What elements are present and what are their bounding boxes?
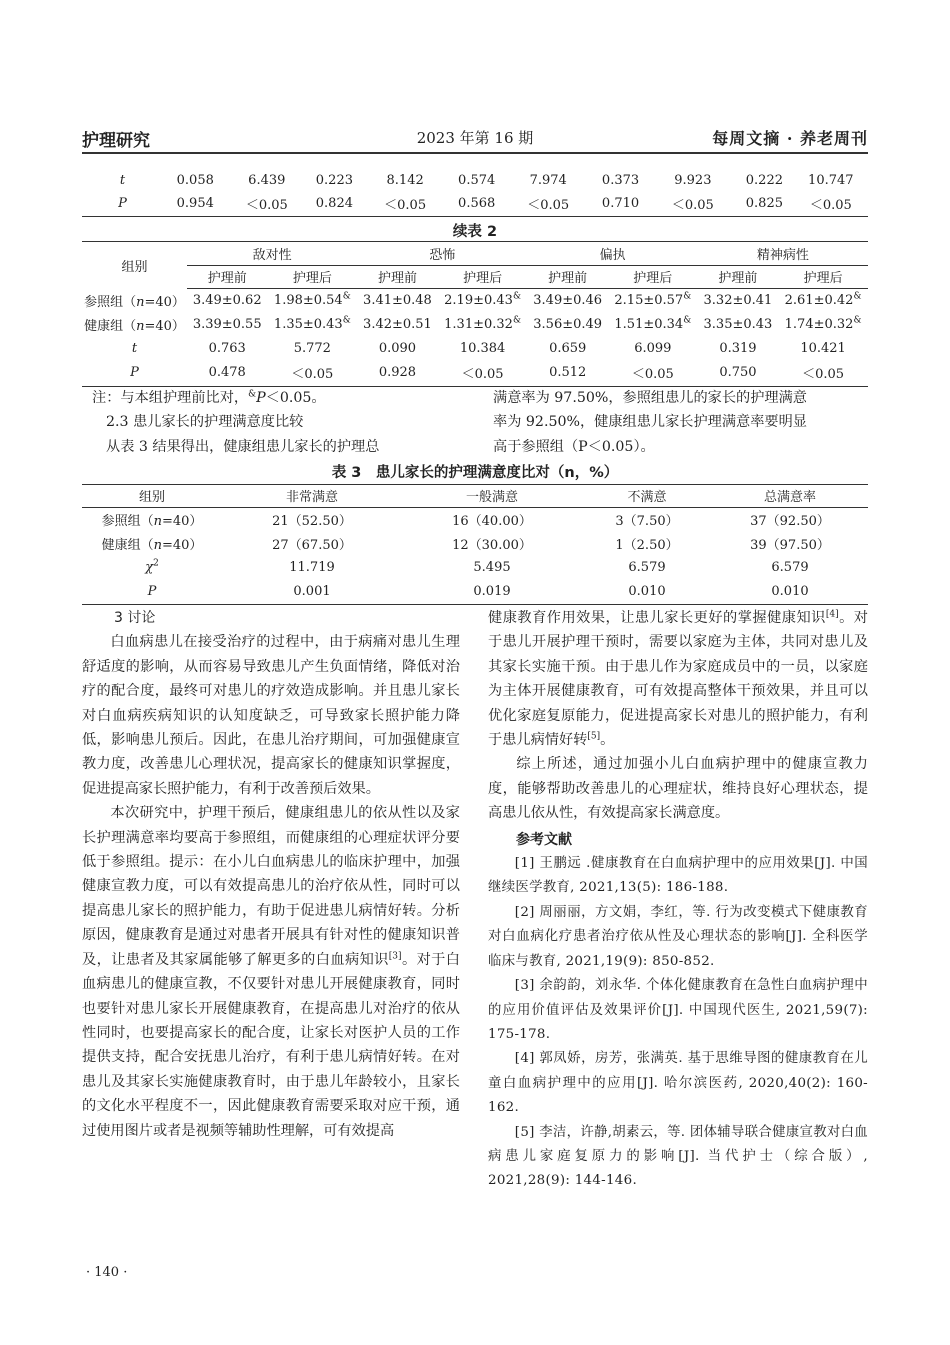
reference-4: [4] 郭凤娇，房芳，张满英. 基于思维导图的健康教育在儿童白血病护理中的应用[J]. 哈尔滨医药, 2020,40(2): 160-162. (488, 1051, 868, 1116)
table-cell: 1.98±0.54& (273, 291, 351, 308)
table-3 (82, 485, 868, 603)
row-label: $\chi^2$ (145, 558, 159, 575)
table-2-continued-title: 续表 2 (452, 224, 498, 240)
table-cell: 0.478 (208, 364, 246, 380)
table-cell: 10.747 (808, 173, 854, 188)
table-cell: ＜0.05 (631, 366, 674, 382)
sub-header: 护理后 (608, 265, 698, 288)
table-cell: 5.495 (473, 559, 511, 575)
table-cell: 6.439 (248, 173, 286, 188)
table-cell: 2.19±0.43& (444, 291, 521, 308)
table-cell: 2.61±0.42& (784, 291, 862, 308)
table-cell: 0.001 (293, 583, 331, 599)
discussion-paragraph-3: 健康教育作用效果，让患儿家长更好的掌握健康知识[4]。对于患儿开展护理干预时，需要以家庭为主体，共同对患儿及其家长实施干预。由于患儿作为家庭成员中的一员，以家庭为主体开展健康教育，可有效提高整体干预效果，并且可以优化家庭复原能力，促进提高家长对患儿的照护能力，有利于患儿病情好转[5]。 (488, 609, 868, 749)
table-cell: ＜0.05 (671, 198, 714, 213)
table-cell: 12（30.00） (452, 537, 532, 553)
table-cell: 3.35±0.43 (703, 316, 773, 332)
table-cell: 0.954 (176, 196, 214, 211)
table-cell: 5.772 (293, 340, 331, 356)
table-2-continued (82, 242, 868, 384)
column-header: 组别 (82, 485, 222, 507)
table-cell: 1.51±0.34& (614, 315, 692, 332)
table-cell: 1（2.50） (615, 537, 679, 553)
table-cell: 0.373 (601, 173, 640, 188)
table-subheader-row (82, 265, 868, 288)
table-2-bottom-rule (82, 216, 868, 217)
sub-header: 护理前 (187, 265, 267, 288)
table-row (82, 531, 868, 555)
table-cell: 0.090 (378, 340, 417, 356)
dimension-header: 偏执 (527, 242, 697, 265)
table-cell: 8.142 (386, 173, 424, 188)
table-cell: 0.222 (745, 173, 783, 188)
table-cell: 16（40.00） (452, 513, 532, 529)
row-label: P (147, 583, 157, 599)
table-cell: 3.32±0.41 (703, 292, 773, 308)
table-cell: 0.574 (458, 173, 496, 188)
table-cell: 10.384 (459, 340, 506, 356)
table-cell: 6.579 (628, 559, 666, 575)
column-header: 一般满意 (402, 485, 582, 507)
issue-label: 2023 年第 16 期 (416, 129, 534, 147)
table-cell: 10.421 (800, 340, 846, 356)
table-cell: 7.974 (529, 173, 567, 188)
table-cell: ＜0.05 (461, 366, 504, 382)
table-cell: 0.319 (719, 340, 757, 356)
table-row (82, 360, 868, 384)
table-cell: ＜0.05 (527, 198, 570, 213)
table-cell: 3.41±0.48 (363, 292, 432, 308)
row-label: 健康组（n=40） (84, 318, 185, 334)
table-cell: 3.49±0.62 (192, 292, 262, 308)
table-cell: 0.825 (745, 196, 783, 211)
sub-header: 护理后 (438, 265, 528, 288)
table-cell: 6.579 (771, 559, 809, 575)
table-cell: 37（92.50） (750, 513, 830, 529)
table-note: 注：与本组护理前比对，&P＜0.05。 (92, 389, 326, 406)
discussion-left-column (82, 606, 460, 1143)
table-row (82, 507, 868, 531)
table-row (82, 312, 868, 336)
table-row (82, 288, 868, 312)
header-rule (82, 152, 868, 154)
dimension-header: 恐怖 (357, 242, 527, 265)
table-cell: 1.35±0.43& (273, 315, 351, 332)
right-column-top (493, 386, 868, 459)
table-cell: 1.74±0.32& (784, 315, 862, 332)
sub-header: 护理前 (357, 265, 437, 288)
reference-1: [1] 王鹏远 .健康教育在白血病护理中的应用效果[J]. 中国继续医学教育, 2021,13(5): 186-188. (488, 856, 868, 896)
table-row (82, 579, 868, 603)
table-row (82, 169, 868, 192)
section-2-3-heading: 2.3 患儿家长的护理满意度比较 (106, 414, 304, 431)
table-header-row (82, 242, 868, 265)
table-cell: 0.763 (208, 340, 246, 356)
column-header: 总满意率 (712, 485, 868, 507)
table-cell: 0.010 (628, 583, 666, 599)
table-header-row (82, 485, 868, 507)
section-2-3-line-2: 率为 92.50%，健康组患儿家长护理满意率要明显 (493, 414, 807, 431)
table-cell: 1.31±0.32& (444, 315, 521, 332)
table-cell: ＜0.05 (809, 198, 852, 213)
left-column-top (92, 386, 462, 459)
discussion-heading: 3 讨论 (114, 610, 156, 626)
table-cell: 0.710 (601, 196, 640, 211)
section-2-3-line-3: 高于参照组（P＜0.05）。 (493, 438, 655, 455)
table-cell: 6.099 (634, 340, 672, 356)
table-row (82, 192, 868, 215)
table-3-bottom-rule (82, 604, 868, 605)
row-label: P (118, 196, 127, 211)
table-cell: 21（52.50） (272, 513, 352, 529)
table-cell: 0.928 (378, 364, 417, 380)
table-row (82, 555, 868, 579)
discussion-paragraph-4: 综上所述，通过加强小儿白血病护理中的健康宣教力度，能够帮助改善患儿的心理症状，维持良好心理状态，提高患儿依从性，有效提高家长满意度。 (488, 756, 868, 822)
sub-header: 护理前 (698, 265, 778, 288)
table-cell: 0.568 (458, 196, 496, 211)
section-2-3-text-left: 从表 3 结果得出，健康组患儿家长的护理总 (106, 438, 380, 455)
table-cell: 0.058 (176, 173, 214, 188)
table-2-tail (82, 169, 868, 215)
dimension-header: 敌对性 (187, 242, 357, 265)
row-label: t (131, 340, 138, 356)
sub-header: 护理后 (778, 265, 868, 288)
table-cell: 0.010 (771, 583, 809, 599)
column-header: 非常满意 (222, 485, 402, 507)
row-label: P (130, 364, 139, 380)
row-label: 参照组（n=40） (101, 513, 203, 529)
table-cell: ＜0.05 (245, 198, 288, 213)
table-cell: 9.923 (674, 173, 712, 188)
table-cell: ＜0.05 (384, 198, 427, 213)
journal-name: 每周文摘 · 养老周刊 (712, 129, 868, 148)
references-heading: 参考文献 (516, 831, 572, 848)
table-cell: 0.223 (315, 173, 353, 188)
table-cell: 0.824 (315, 196, 353, 211)
row-label: 健康组（n=40） (101, 537, 203, 553)
page-number: · 140 · (86, 1265, 128, 1280)
table-cell: 3.56±0.49 (533, 316, 603, 332)
table-cell: 0.750 (719, 364, 757, 380)
dimension-header: 精神病性 (698, 242, 868, 265)
discussion-paragraph-1: 白血病患儿在接受治疗的过程中，由于病痛对患儿生理舒适度的影响，从而容易导致患儿产生负面情绪，降低对治疗的配合度，最终可对患儿的疗效造成影响。并且患儿家长对白血病疾病知识的认知度缺乏，可导致家长照护能力降低，影响患儿预后。因此，在患儿治疗期间，可加强健康宣教力度，改善患儿心理状况，提高家长的健康知识掌握度，促进提高家长照护能力，有利于改善预后效果。 (82, 634, 460, 797)
group-header: 组别 (121, 259, 148, 275)
table-3-title: 表 3 患儿家长的护理满意度比对（n，%） (331, 465, 619, 481)
journal-section-title: 护理研究 (82, 131, 150, 151)
table-cell: 0.512 (549, 364, 587, 380)
column-header: 不满意 (582, 485, 712, 507)
table-cell: ＜0.05 (802, 366, 845, 382)
discussion-right-column (488, 606, 868, 1194)
table-cell: ＜0.05 (291, 366, 334, 382)
table-cell: 3（7.50） (615, 513, 679, 529)
table-row (82, 336, 868, 360)
section-2-3-line-1: 满意率为 97.50%，参照组患儿的家长的护理满意 (493, 390, 807, 406)
table-cell: 27（67.50） (272, 537, 352, 553)
sub-header: 护理后 (267, 265, 357, 288)
row-label: 参照组（n=40） (84, 294, 185, 310)
table-cell: 11.719 (289, 559, 335, 575)
row-label: t (119, 173, 126, 188)
table-cell: 3.39±0.55 (192, 316, 262, 332)
reference-2: [2] 周丽丽，方文娟，李红，等. 行为改变模式下健康教育对白血病化疗患者治疗依从性及心理状态的影响[J]. 全科医学临床与教育, 2021,19(9): 850-852. (488, 904, 868, 969)
table-cell: 39（97.50） (750, 537, 830, 553)
sub-header: 护理前 (527, 265, 607, 288)
table-cell: 0.659 (549, 340, 587, 356)
table-cell: 3.49±0.46 (533, 292, 603, 308)
discussion-paragraph-2: 本次研究中，护理干预后，健康组患儿的依从性以及家长护理满意率均要高于参照组，而健康组的心理症状评分要低于参照组。提示：在小儿白血病患儿的临床护理中，加强健康宣教力度，可以有效提高患儿的治疗依从性，同时可以提高患儿家长的照护能力，有助于促进患儿病情好转。分析原因，健康教育是通过对患者开展具有针对性的健康知识普及，让患者及其家属能够了解更多的白血病知识[3]。对于白血病患儿的健康宣教，不仅要针对患儿开展健康教育，同时也要针对患儿家长开展健康教育，在提高患儿对治疗的依从性同时，也要提高家长的配合度，让家长对医护人员的工作提供支持，配合安抚患儿治疗，有利于患儿病情好转。在对患儿及其家长实施健康教育时，由于患儿年龄较小，且家长的文化水平程度不一，因此健康教育需要采取对应干预，通过使用图片或者是视频等辅助性理解，可有效提高 (82, 805, 460, 1139)
table-cell: 2.15±0.57& (614, 291, 692, 308)
table-cell: 3.42±0.51 (363, 316, 432, 332)
reference-3: [3] 余韵韵，刘永华. 个体化健康教育在急性白血病护理中的应用价值评估及效果评价[J]. 中国现代医生, 2021,59(7): 175-178. (488, 978, 868, 1042)
table-cell: 0.019 (473, 583, 511, 599)
reference-5: [5] 李洁，许静,胡素云，等. 团体辅导联合健康宣教对白血病患儿家庭复原力的影响[J]. 当代护士（综合版）, 2021,28(9): 144-146. (488, 1124, 868, 1189)
